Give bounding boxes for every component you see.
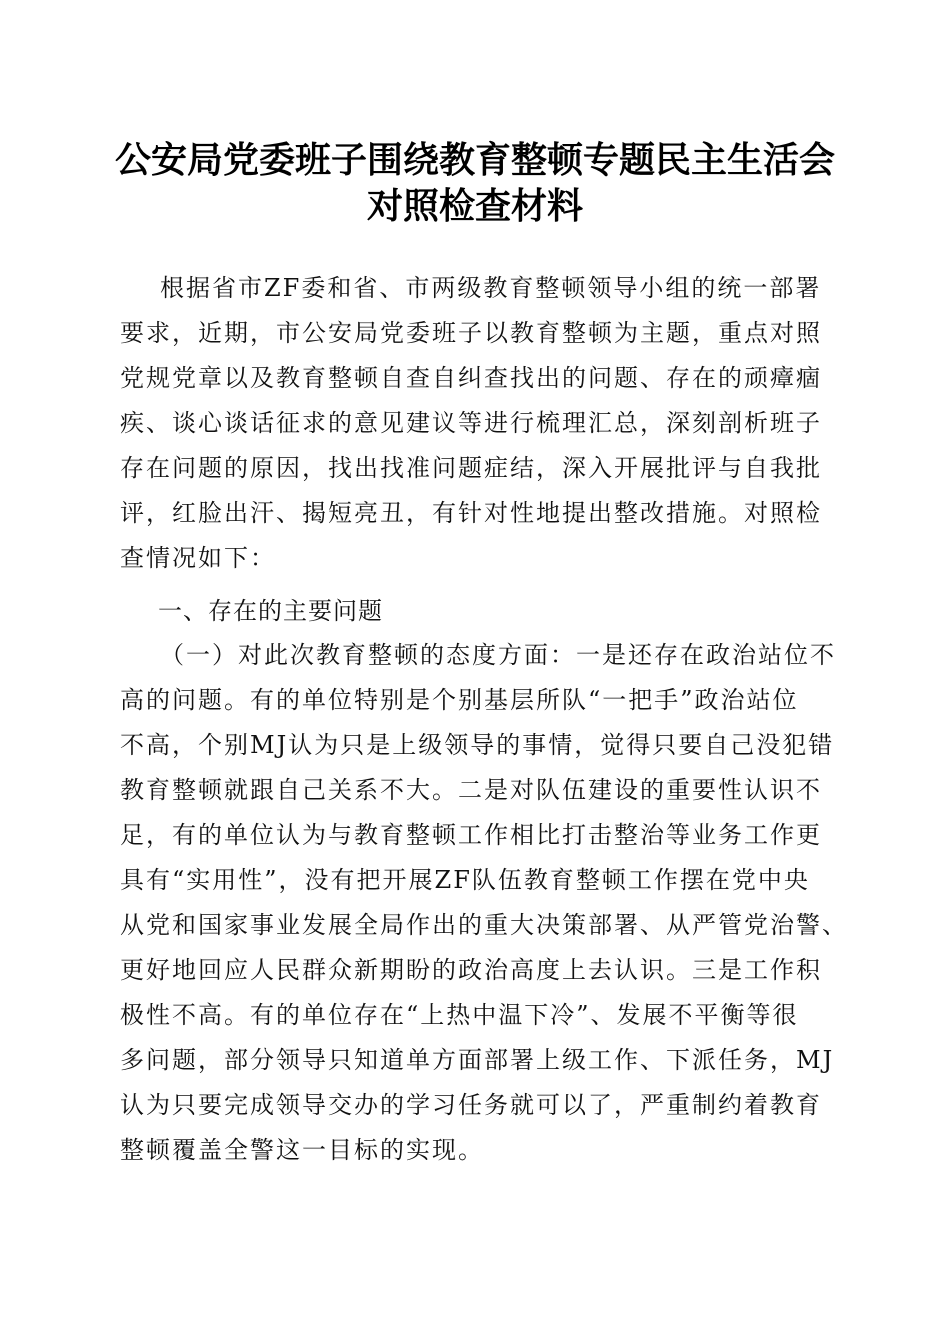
document-title-line-2: 对照检查材料 — [366, 185, 583, 227]
paragraph-line: 评，红脸出汗、揭短亮丑，有针对性地提出整改措施。对照检 — [120, 499, 822, 527]
paragraph-line: 不高，个别MJ认为只是上级领导的事情，觉得只要自己没犯错 — [120, 731, 835, 759]
paragraph-line: 疾、谈心谈话征求的意见建议等进行梳理汇总，深刻剖析班子 — [120, 409, 822, 437]
paragraph-line: 查情况如下： — [120, 544, 276, 572]
paragraph-line: 党规党章以及教育整顿自查自纠查找出的问题、存在的顽瘴痼 — [120, 364, 822, 392]
paragraph-line: 足，有的单位认为与教育整顿工作相比打击整治等业务工作更 — [120, 821, 822, 849]
paragraph-line: 极性不高。有的单位存在“上热中温下冷”、发展不平衡等很 — [120, 1001, 799, 1029]
paragraph-line: 整顿覆盖全警这一目标的实现。 — [120, 1136, 484, 1164]
paragraph-line: 要求，近期，市公安局党委班子以教育整顿为主题，重点对照 — [120, 319, 822, 347]
document-title-line-1: 公安局党委班子围绕教育整顿专题民主生活会 — [114, 139, 835, 181]
paragraph-line: 教育整顿就跟自己关系不大。二是对队伍建设的重要性认识不 — [120, 776, 822, 804]
paragraph-line: 从党和国家事业发展全局作出的重大决策部署、从严管党治警、 — [120, 911, 848, 939]
paragraph-line: 存在问题的原因，找出找准问题症结，深入开展批评与自我批 — [120, 454, 822, 482]
paragraph-line: 认为只要完成领导交办的学习任务就可以了，严重制约着教育 — [120, 1091, 822, 1119]
paragraph-line: 多问题，部分领导只知道单方面部署上级工作、下派任务，MJ — [120, 1046, 835, 1074]
intro-paragraph — [120, 266, 830, 581]
paragraph-line: 具有“实用性”，没有把开展ZF队伍教育整顿工作摆在党中央 — [120, 866, 810, 894]
section-heading: 一、存在的主要问题 — [158, 597, 383, 625]
paragraph-line: 更好地回应人民群众新期盼的政治高度上去认识。三是工作积 — [120, 956, 822, 984]
paragraph-line: 根据省市ZF委和省、市两级教育整顿领导小组的统一部署 — [160, 274, 822, 302]
paragraph-line: （一）对此次教育整顿的态度方面：一是还存在政治站位不 — [160, 641, 836, 669]
paragraph-line: 高的问题。有的单位特别是个别基层所队“一把手”政治站位 — [120, 686, 799, 714]
section-paragraph — [120, 633, 848, 1173]
